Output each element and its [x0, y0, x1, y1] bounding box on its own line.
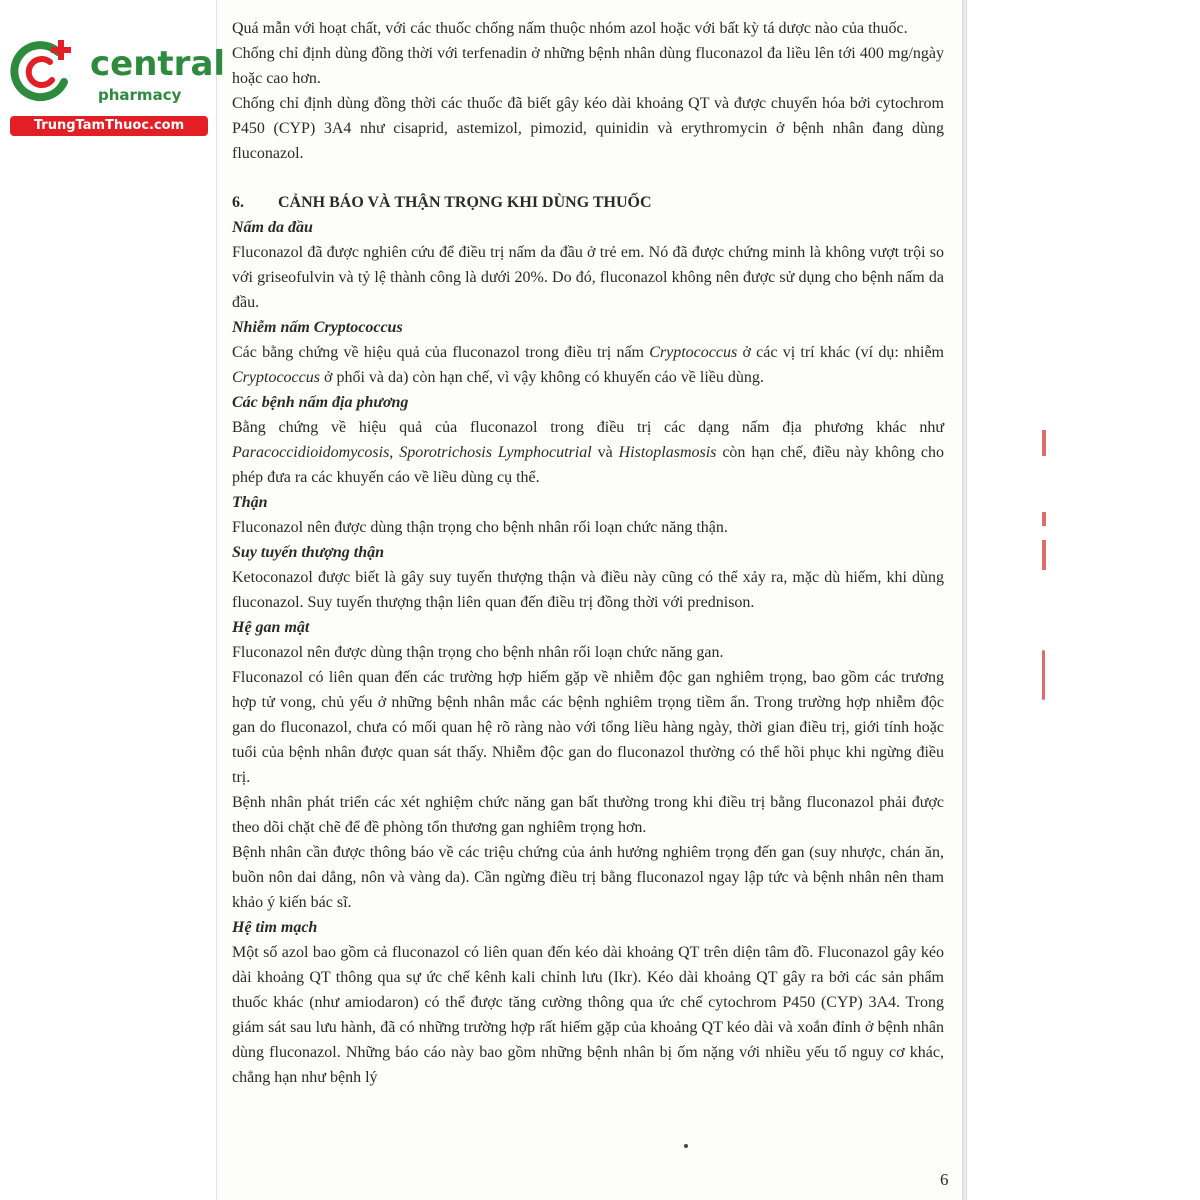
- document-content: [232, 16, 944, 1090]
- text-run: Bằng chứng về hiệu quả của fluconazol trong điều trị các dạng nấm địa phương khác như: [232, 419, 944, 436]
- brand-subtitle: pharmacy: [98, 86, 182, 104]
- stamp-mark: [1042, 512, 1046, 526]
- paragraph: Quá mẫn với hoạt chất, với các thuốc chống nấm thuộc nhóm azol hoặc với bất kỳ tá dược nào của thuốc.: [232, 20, 908, 37]
- text-run: ở các vị trí khác (ví dụ: nhiễm: [737, 344, 945, 361]
- central-logo-icon: [10, 38, 74, 102]
- brand-name: central: [90, 44, 226, 84]
- text-run: ,: [389, 444, 400, 461]
- text-run: và: [591, 444, 619, 461]
- stamp-mark: [1042, 430, 1046, 456]
- section-heading: [232, 190, 944, 215]
- paragraph: Bệnh nhân cần được thông báo về các triệu chứng của ảnh hưởng nghiêm trọng đến gan (suy nhược, chán ăn, buồn nôn dai dẳng, nôn và vàng da). Cần ngừng điều trị bằng fluconazol ngay lập tức và bệnh nhân nên tham khảo ý kiến bác sĩ.: [232, 844, 944, 911]
- stamp-mark: [1042, 540, 1046, 570]
- subsection-title: Suy tuyến thượng thận: [232, 544, 384, 561]
- paragraph: Chống chỉ định dùng đồng thời các thuốc đã biết gây kéo dài khoảng QT và được chuyển hóa bởi cytochrom P450 (CYP) 3A4 như cisaprid, astemizol, pimozid, quinidin và erythromycin ở bệnh nhân đang dùng fluconazol.: [232, 95, 944, 162]
- section-title: CẢNH BÁO VÀ THẬN TRỌNG KHI DÙNG THUỐC: [278, 194, 652, 211]
- italic-term: Paracoccidioidomycosis: [232, 444, 390, 461]
- subsection-title: Các bệnh nấm địa phương: [232, 394, 409, 411]
- subsection-title: Nấm da đầu: [232, 219, 313, 236]
- stamp-mark: [1042, 650, 1045, 700]
- text-run: ở phổi và da) còn hạn chế, vì vậy không có khuyến cáo về liều dùng.: [319, 369, 764, 386]
- paragraph: Bệnh nhân phát triển các xét nghiệm chức năng gan bất thường trong khi điều trị bằng fluconazol phải được theo dõi chặt chẽ để đề phòng tổn thương gan nghiêm trọng hơn.: [232, 794, 944, 836]
- text-run: Các bằng chứng về hiệu quả của fluconazol trong điều trị nấm: [232, 344, 650, 361]
- paragraph: Fluconazol có liên quan đến các trường hợp hiếm gặp về nhiễm độc gan nghiêm trọng, bao gồm các trương hợp tử vong, chủ yếu ở những bệnh nhân mắc các bệnh nghiêm trọng tiềm ẩn. Trong trường hợp nhiễm độc gan do fluconazol, chưa có mối quan hệ rõ ràng nào với tổng liều hàng ngày, thời gian điều trị, giới tính hoặc tuổi của bệnh nhân được quan sát thấy. Nhiễm độc gan do fluconazol thường có thể hồi phục khi ngừng điều trị.: [232, 669, 944, 786]
- paragraph: Chống chỉ định dùng đồng thời với terfenadin ở những bệnh nhân dùng fluconazol đa liều lên tới 400 mg/ngày hoặc cao hơn.: [232, 45, 944, 87]
- subsection-title: Thận: [232, 494, 268, 511]
- text-run: còn hạn chế, điều này không cho phép đưa ra các khuyến cáo về liều dùng cụ thể.: [232, 444, 944, 486]
- paragraph: Ketoconazol được biết là gây suy tuyến thượng thận và điều này cũng có thể xảy ra, mặc dù hiếm, khi dùng fluconazol. Suy tuyến thượng thận liên quan đến điều trị đồng thời với prednison.: [232, 569, 944, 611]
- paragraph: [232, 415, 944, 490]
- page-edge: [962, 0, 966, 1200]
- page-number: 6: [940, 1170, 949, 1189]
- italic-term: Histoplasmosis: [618, 444, 717, 461]
- paragraph: Fluconazol nên được dùng thận trọng cho bệnh nhân rối loạn chức năng gan.: [232, 644, 724, 661]
- subsection-title: Hệ gan mật: [232, 619, 310, 636]
- subsection-title: Hệ tim mạch: [232, 919, 318, 936]
- ink-dot: [684, 1144, 688, 1148]
- central-pharmacy-logo: [10, 38, 226, 136]
- italic-term: Cryptococcus: [232, 369, 320, 386]
- section-number: 6.: [232, 194, 244, 211]
- paragraph: Fluconazol nên được dùng thận trọng cho bệnh nhân rối loạn chức năng thận.: [232, 519, 728, 536]
- subsection-title: Nhiễm nấm Cryptococcus: [232, 319, 403, 336]
- italic-term: Sporotrichosis Lymphocutrial: [399, 444, 592, 461]
- italic-term: Cryptococcus: [649, 344, 738, 361]
- paragraph: Một số azol bao gồm cả fluconazol có liên quan đến kéo dài khoảng QT trên diện tâm đồ. Fluconazol gây kéo dài khoảng QT thông qua sự ức chế kênh kali chỉnh lưu (Ikr). Kéo dài khoảng QT gây ra bởi các sản phẩm thuốc khác (như amiodaron) có thể được tăng cường thông qua ức chế cytochrom P450 (CYP) 3A4. Trong giám sát sau lưu hành, đã có những trường hợp rất hiếm gặp của khoảng QT kéo dài và xoắn đỉnh ở bệnh nhân dùng fluconazol. Những báo cáo này bao gồm những bệnh nhân bị ốm nặng với nhiều yếu tố nguy cơ khác, chẳng hạn như bệnh lý: [232, 944, 944, 1086]
- paragraph: Fluconazol đã được nghiên cứu để điều trị nấm da đầu ở trẻ em. Nó đã được chứng minh là không vượt trội so với griseofulvin và tỷ lệ thành công là dưới 20%. Do đó, fluconazol không nên được sử dụng cho bệnh nấm da đầu.: [232, 244, 944, 311]
- paragraph: [232, 340, 944, 390]
- website-banner: TrungTamThuoc.com: [10, 116, 208, 136]
